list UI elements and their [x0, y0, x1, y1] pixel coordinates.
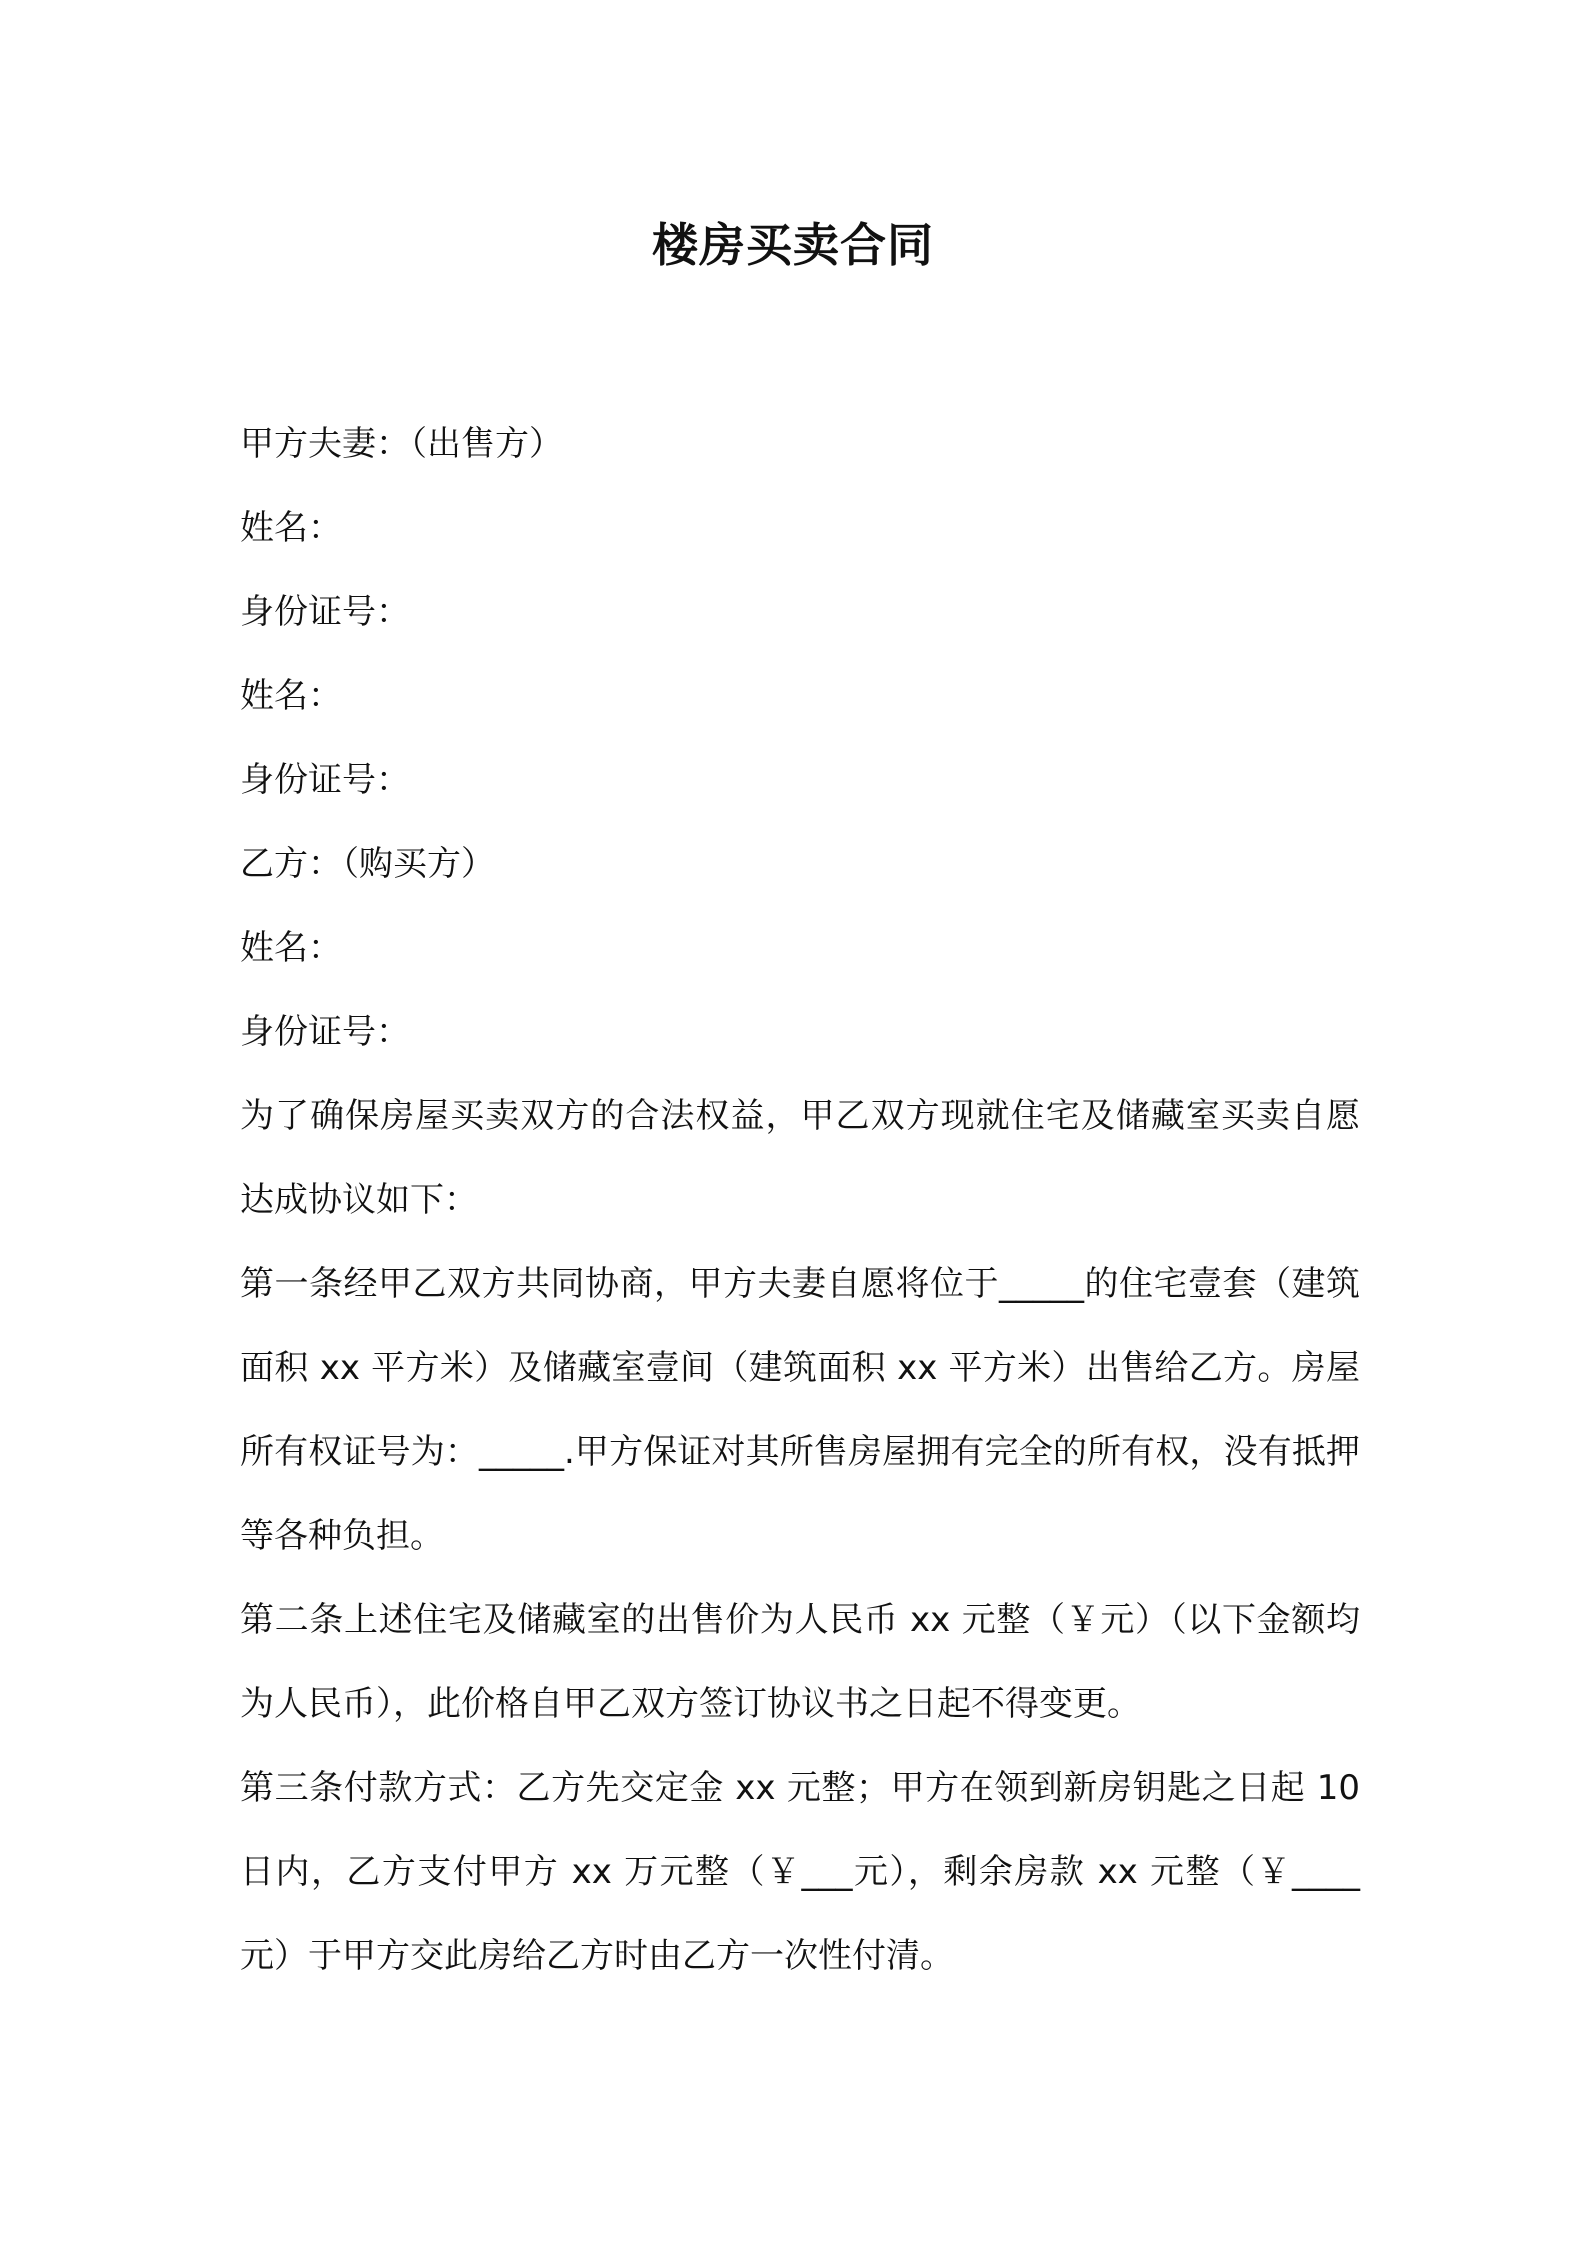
party-a-id-2: 身份证号：	[240, 760, 410, 800]
document-body	[240, 402, 1360, 1998]
party-a-id-1: 身份证号：	[240, 592, 410, 632]
preamble-paragraph: 为了确保房屋买卖双方的合法权益，甲乙双方现就住宅及储藏室买卖自愿达成协议如下：	[240, 1096, 1360, 1220]
article-3-paragraph: 第三条付款方式：乙方先交定金 xx 元整；甲方在领到新房钥匙之日起 10 日内，乙方支付甲方 xx 万元整（￥___元），剩余房款 xx 元整（￥____元）于甲方交此房给乙方时由乙方一次性付清。	[240, 1768, 1360, 1976]
party-a-heading: 甲方夫妻：（出售方）	[240, 424, 563, 464]
party-a-name-2: 姓名：	[240, 676, 342, 716]
party-b-heading: 乙方：（购买方）	[240, 844, 495, 884]
article-1-paragraph: 第一条经甲乙双方共同协商，甲方夫妻自愿将位于_____的住宅壹套（建筑面积 xx 平方米）及储藏室壹间（建筑面积 xx 平方米）出售给乙方。房屋所有权证号为：_____.甲方保证对其所售房屋拥有完全的所有权，没有抵押等各种负担。	[240, 1264, 1360, 1556]
document-title: 楼房买卖合同	[652, 218, 934, 272]
party-b-name: 姓名：	[240, 928, 342, 968]
party-b-id: 身份证号：	[240, 1012, 410, 1052]
party-a-name-1: 姓名：	[240, 508, 342, 548]
article-2-paragraph: 第二条上述住宅及储藏室的出售价为人民币 xx 元整（￥元）（以下金额均为人民币），此价格自甲乙双方签订协议书之日起不得变更。	[240, 1600, 1360, 1724]
